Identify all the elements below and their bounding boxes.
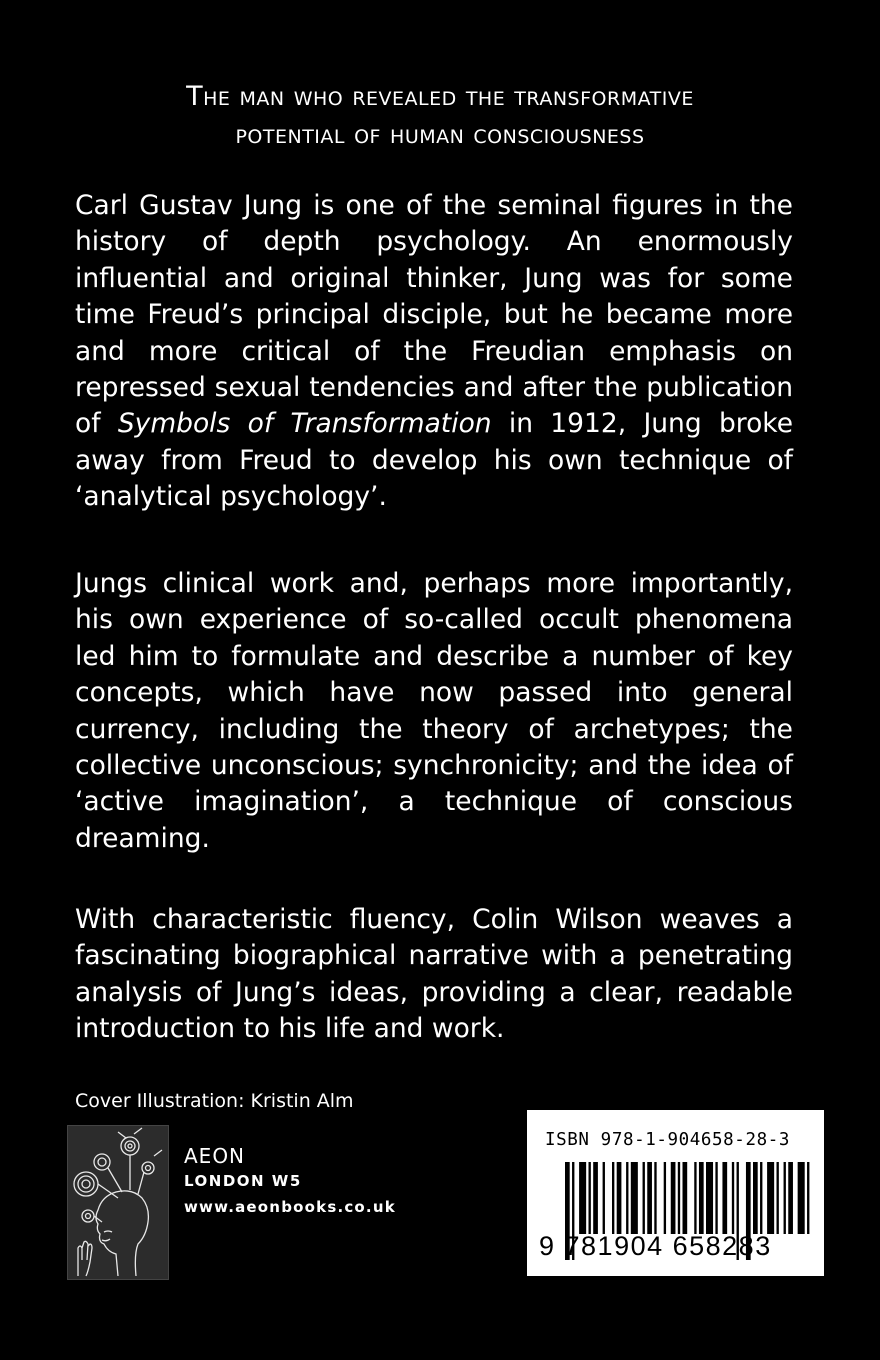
paragraph-concepts: Jungs clinical work and, perhaps more importantly, his own experience of so-called occult phenomena led him to formulate and describe a number of key concepts, which have now passed into general currency, including the theory of archetypes; the collective unconscious; synchronicity; and the idea of ‘active imagination’, a technique of conscious dreaming. xyxy=(75,568,793,854)
barcode-bar xyxy=(784,1162,786,1234)
barcode-bar xyxy=(777,1162,779,1234)
barcode-bar xyxy=(647,1162,652,1234)
tagline-line-1: The man who revealed the transformative xyxy=(186,81,694,112)
barcode-bar xyxy=(715,1162,717,1234)
barcode-bar xyxy=(760,1162,762,1234)
publisher-name: AEON xyxy=(184,1144,246,1168)
isbn-barcode-panel xyxy=(527,1110,824,1276)
barcode-bar xyxy=(678,1162,680,1234)
barcode-digits: 9 781904 658283 xyxy=(539,1231,772,1261)
barcode-bar xyxy=(589,1162,591,1234)
isbn-label: ISBN 978-1-904658-28-3 xyxy=(545,1130,790,1150)
barcode-bar xyxy=(603,1162,605,1234)
tagline xyxy=(0,78,880,154)
barcode-bar xyxy=(631,1162,638,1234)
barcode-bar xyxy=(654,1162,656,1234)
paragraph-intro xyxy=(75,188,793,516)
barcode-bar xyxy=(798,1162,805,1234)
barcode-bar xyxy=(788,1162,793,1234)
barcode-bar xyxy=(579,1162,586,1234)
paragraph-summary: With characteristic fluency, Colin Wilson weaves a fascinating biographical narrative with a penetrating analysis of Jung’s ideas, providing a clear, readable introduction to his life and work. xyxy=(75,904,793,1045)
paragraph-intro-text: Carl Gustav Jung is one of the seminal figures in the history of depth psychology. An enormously influential and original thinker, Jung was for some time Freud’s principal disciple, but he became more and more critical of the Freudian emphasis on repressed sexual tendencies and after the publication of xyxy=(75,190,793,440)
barcode-bar xyxy=(664,1162,666,1234)
head-illustration-icon xyxy=(68,1126,168,1279)
barcode-bar xyxy=(753,1162,758,1234)
barcode-bar xyxy=(722,1162,727,1234)
book-title-italic: Symbols of Transformation xyxy=(117,408,492,440)
barcode-bar xyxy=(807,1162,809,1234)
barcode-bar xyxy=(732,1162,734,1234)
barcode-bar xyxy=(626,1162,628,1234)
publisher-info xyxy=(184,1144,396,1216)
barcode-bar xyxy=(699,1162,704,1234)
barcode-bar xyxy=(617,1162,622,1234)
barcode-bar xyxy=(643,1162,645,1234)
barcode-bar xyxy=(694,1162,696,1234)
publisher-url: www.aeonbooks.co.uk xyxy=(184,1198,396,1216)
barcode-bar xyxy=(767,1162,774,1234)
publisher-city: LONDON W5 xyxy=(184,1172,302,1190)
barcode-bar xyxy=(593,1162,598,1234)
publisher-logo xyxy=(67,1125,169,1280)
barcode-bar xyxy=(612,1162,614,1234)
barcode-bar xyxy=(706,1162,713,1234)
paragraph-intro-text-end: in 1912, Jung broke away from Freud to develop his own technique of ‘analytical psychology’. xyxy=(75,408,794,513)
barcode-bar xyxy=(683,1162,688,1234)
barcode-bar xyxy=(671,1162,676,1234)
tagline-line-2: potential of human consciousness xyxy=(235,119,645,150)
cover-credit: Cover Illustration: Kristin Alm xyxy=(75,1090,354,1112)
